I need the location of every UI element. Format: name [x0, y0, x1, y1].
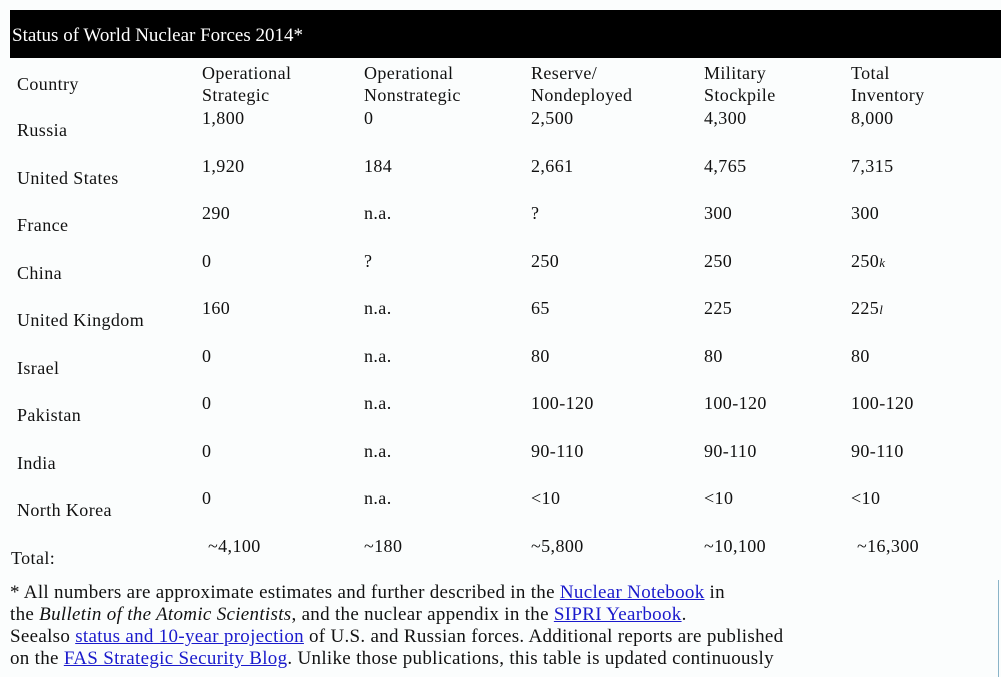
column-header-line1: Operational	[202, 63, 292, 83]
cell-value: 0	[202, 441, 212, 461]
footnote-marker: k	[879, 255, 886, 270]
total-op-strategic: ~4,100	[208, 536, 261, 556]
cell-value: 4,765	[704, 156, 747, 176]
cell-value: n.a.	[364, 298, 392, 318]
title-bar	[10, 10, 1001, 58]
cell-stockpile	[704, 487, 733, 509]
column-header-line2: Nondeployed	[531, 85, 633, 105]
cell-stockpile	[704, 250, 732, 272]
cell-op-strategic	[202, 202, 230, 224]
fas-blog-link[interactable]: FAS Strategic Security Blog	[63, 648, 288, 669]
sipri-yearbook-link[interactable]: SIPRI Yearbook	[553, 604, 682, 625]
cell-value: 160	[202, 298, 231, 318]
cell-value: 0	[202, 251, 212, 271]
footnote	[10, 582, 1000, 670]
column-header-line2: Nonstrategic	[364, 85, 461, 105]
nuclear-notebook-link[interactable]: Nuclear Notebook	[559, 582, 705, 603]
cell-op-strategic	[202, 107, 245, 129]
country-name: China	[17, 263, 62, 283]
column-header-line2: Stockpile	[704, 85, 776, 105]
total-op-nonstrategic: ~180	[364, 536, 403, 556]
cell-stockpile	[704, 345, 723, 367]
cell-value: 90-110	[851, 441, 904, 461]
footnote-line-4	[10, 648, 1000, 670]
cell-total	[851, 440, 904, 462]
cell-value: 2,661	[531, 156, 574, 176]
total-reserve: ~5,800	[531, 536, 584, 556]
cell-value: 0	[202, 488, 212, 508]
cell-op-nonstrategic	[364, 250, 372, 272]
column-header-line1: Total	[851, 63, 890, 83]
cell-reserve	[531, 487, 560, 509]
cell-value: 250	[531, 251, 560, 271]
cell-value: 80	[704, 346, 723, 366]
country-name: Russia	[17, 120, 68, 140]
cell-reserve	[531, 155, 574, 177]
total-stockpile: ~10,100	[704, 536, 767, 556]
cell-stockpile	[704, 392, 767, 414]
footnote-text: Seealso	[10, 626, 76, 647]
cell-reserve	[531, 250, 559, 272]
cell-value: 0	[202, 346, 212, 366]
column-header-line2: Strategic	[202, 85, 270, 105]
cell-op-nonstrategic	[364, 202, 392, 224]
cell-value: 184	[364, 156, 393, 176]
total-label: Total:	[11, 548, 56, 568]
column-header-line1: Military	[704, 63, 767, 83]
column-header-line1: Reserve/	[531, 63, 598, 83]
cell-op-strategic	[202, 487, 211, 509]
cell-op-strategic	[202, 297, 230, 319]
cell-op-strategic	[202, 155, 245, 177]
country-name: United States	[17, 168, 119, 188]
footnote-text: the	[10, 604, 40, 625]
cell-value: 1,920	[202, 156, 245, 176]
cell-value: 65	[531, 298, 550, 318]
cell-op-strategic	[202, 345, 211, 367]
cell-reserve	[531, 345, 550, 367]
cell-value: 0	[202, 393, 212, 413]
projection-link[interactable]: status and 10-year projection	[75, 626, 304, 647]
cell-value: n.a.	[364, 203, 392, 223]
cell-op-strategic	[202, 250, 211, 272]
cell-total	[851, 297, 883, 321]
cell-value: n.a.	[364, 393, 392, 413]
cell-value: 1,800	[202, 108, 245, 128]
cell-value: <10	[704, 488, 734, 508]
cell-value: 90-110	[531, 441, 584, 461]
cell-value: 80	[531, 346, 550, 366]
cell-value: 250	[704, 251, 733, 271]
cell-op-strategic	[202, 440, 211, 462]
cell-value: 100-120	[531, 393, 594, 413]
cell-value: ?	[531, 203, 540, 223]
cell-reserve	[531, 107, 574, 129]
cell-value: 290	[202, 203, 231, 223]
country-name: India	[17, 453, 56, 473]
footnote-text: of U.S. and Russian forces. Additional reports are published	[303, 626, 784, 647]
country-name: France	[17, 215, 69, 235]
cell-value: 90-110	[704, 441, 757, 461]
footnote-marker: l	[879, 302, 884, 317]
column-header-country: Country	[17, 74, 79, 94]
cell-value: 250	[851, 251, 880, 271]
cell-op-strategic	[202, 392, 211, 414]
cell-stockpile	[704, 107, 747, 129]
footnote-text: * All numbers are approximate estimates and further described in the	[10, 582, 560, 603]
cell-reserve	[531, 202, 539, 224]
cell-op-nonstrategic	[364, 487, 392, 509]
cell-total	[851, 250, 885, 274]
cell-op-nonstrategic	[364, 155, 392, 177]
cell-total	[851, 155, 894, 177]
cell-reserve	[531, 440, 584, 462]
cell-total	[851, 107, 894, 129]
cell-value: 300	[704, 203, 733, 223]
cell-value: n.a.	[364, 488, 392, 508]
cell-reserve	[531, 297, 550, 319]
footnote-line-1	[10, 582, 1000, 604]
cell-value: n.a.	[364, 441, 392, 461]
bulletin-title: Bulletin of the Atomic Scientists	[39, 604, 292, 625]
footnote-text: in	[704, 582, 725, 603]
country-name: North Korea	[17, 500, 112, 520]
page-title: Status of World Nuclear Forces 2014*	[12, 25, 303, 46]
cell-value: ?	[364, 251, 373, 271]
cell-value: 0	[364, 108, 374, 128]
cell-op-nonstrategic	[364, 440, 392, 462]
cell-total	[851, 392, 914, 414]
cell-value: 2,500	[531, 108, 574, 128]
total-total: ~16,300	[857, 536, 920, 556]
cell-value: n.a.	[364, 346, 392, 366]
footnote-text: on the	[10, 648, 64, 669]
cell-value: 4,300	[704, 108, 747, 128]
column-header-line1: Operational	[364, 63, 454, 83]
cell-value: 225	[851, 298, 880, 318]
edge-divider	[998, 580, 999, 677]
cell-value: 300	[851, 203, 880, 223]
cell-value: 100-120	[704, 393, 767, 413]
cell-op-nonstrategic	[364, 297, 392, 319]
cell-value: 100-120	[851, 393, 914, 413]
footnote-text: .	[681, 604, 687, 625]
cell-value: <10	[531, 488, 561, 508]
cell-stockpile	[704, 440, 757, 462]
cell-stockpile	[704, 155, 747, 177]
footnote-line-2	[10, 604, 1000, 626]
cell-reserve	[531, 392, 594, 414]
footnote-line-3	[10, 626, 1000, 648]
cell-op-nonstrategic	[364, 107, 373, 129]
column-header-line2: Inventory	[851, 85, 925, 105]
country-name: United Kingdom	[17, 310, 145, 330]
cell-total	[851, 487, 880, 509]
cell-value: 8,000	[851, 108, 894, 128]
country-name: Israel	[17, 358, 60, 378]
cell-total	[851, 345, 870, 367]
cell-value: 225	[704, 298, 733, 318]
cell-value: <10	[851, 488, 881, 508]
cell-op-nonstrategic	[364, 392, 392, 414]
country-name: Pakistan	[17, 405, 82, 425]
cell-op-nonstrategic	[364, 345, 392, 367]
cell-stockpile	[704, 202, 732, 224]
cell-value: 80	[851, 346, 870, 366]
cell-total	[851, 202, 879, 224]
footnote-text: , and the nuclear appendix in the	[291, 604, 554, 625]
footnote-text: . Unlike those publications, this table is updated continuously	[287, 648, 774, 669]
cell-stockpile	[704, 297, 732, 319]
cell-value: 7,315	[851, 156, 894, 176]
